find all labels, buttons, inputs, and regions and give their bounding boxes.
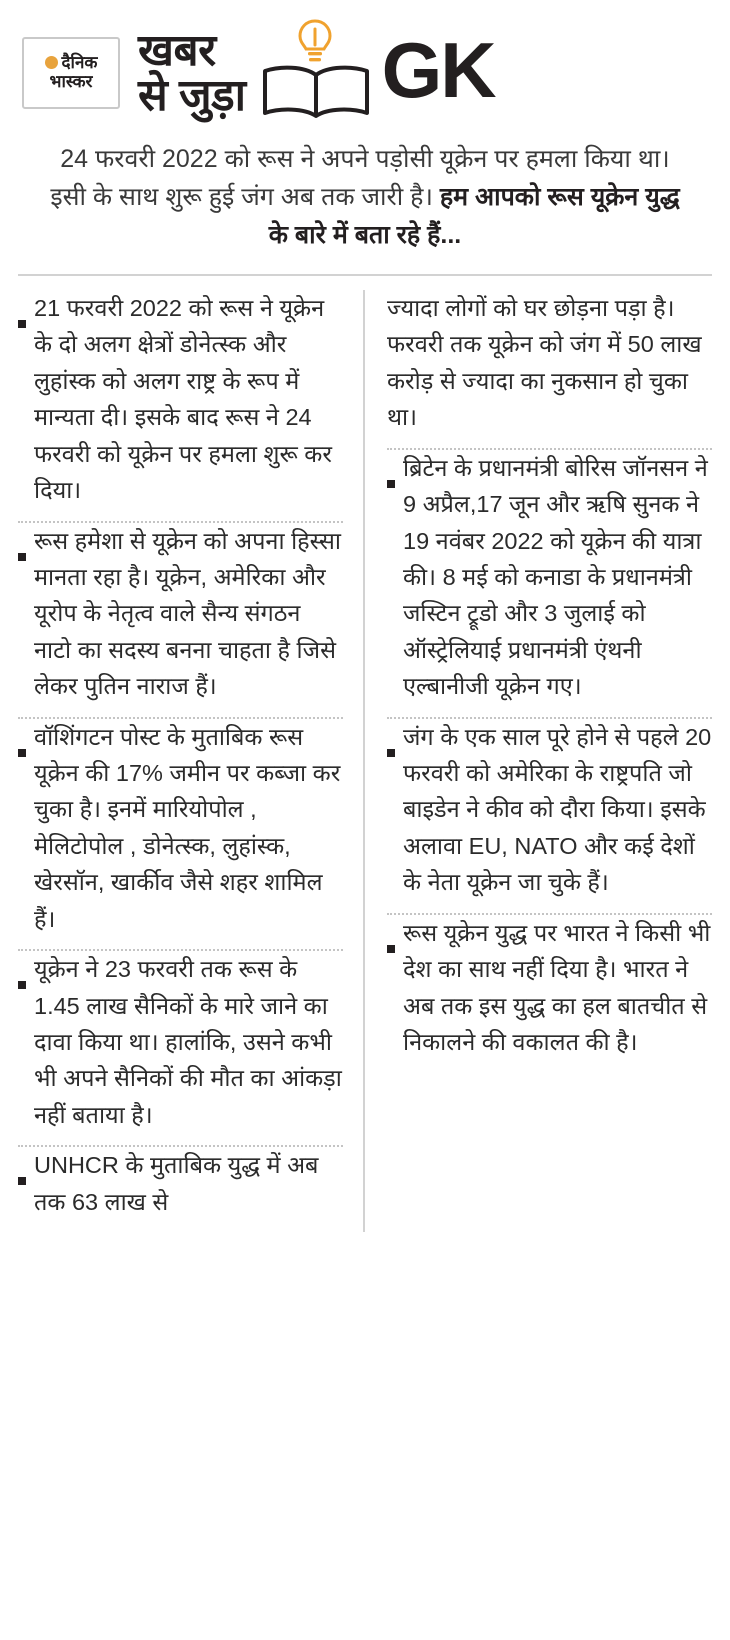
intro-text (18, 132, 712, 254)
logo-line1-row (45, 54, 98, 71)
header (18, 14, 712, 132)
list-item-text: जंग के एक साल पूरे होने से पहले 20 फरवरी को अमेरिका के राष्ट्रपति जो बाइडेन ने कीव को दौरा किया। इसके अलावा EU, NATO और कई देशों के नेता यूक्रेन जा चुके हैं। (403, 723, 712, 896)
intro-part1: 24 फरवरी 2022 को रूस ने अपने पड़ोसी यूक्रेन पर हमला किया था। इसी के साथ शुरू हुई जंग अब तक जारी है। (50, 145, 670, 211)
list-item-text: वॉशिंगटन पोस्ट के मुताबिक रूस यूक्रेन की 17% जमीन पर कब्जा कर चुका है। इनमें मारियोपोल , मेलिटोपोल , डोनेत्स्क, लुहांस्क, खेरसॉन, खार्कीव जैसे शहर शामिल हैं। (34, 723, 341, 932)
list-item (18, 1147, 343, 1232)
logo-dot-icon (45, 56, 58, 69)
list-item-text: रूस यूक्रेन युद्ध पर भारत ने किसी भी देश का साथ नहीं दिया है। भारत ने अब तक इस युद्ध का हल बातचीत से निकालने की वकालत की है। (403, 919, 711, 1056)
bullet-icon (18, 951, 34, 1133)
list-item (387, 915, 712, 1073)
list-item (18, 523, 343, 717)
bullet-icon (18, 290, 34, 509)
list-item-text: 21 फरवरी 2022 को रूस ने यूक्रेन के दो अलग क्षेत्रों डोनेत्स्क और लुहांस्क को अलग राष्ट्र के रूप में मान्यता दी। इसके बाद रूस ने 24 फरवरी को यूक्रेन पर हमला शुरू कर दिया। (34, 295, 332, 504)
brand-logo (22, 37, 120, 109)
bullet-icon (387, 915, 403, 1061)
list-item-text: रूस हमेशा से यूक्रेन को अपना हिस्सा मानता रहा है। यूक्रेन, अमेरिका और यूरोप के नेतृत्व वाले सैन्य संगठन नाटो का सदस्य बनना चाहता है जिसे लेकर पुतिन नाराज हैं। (34, 527, 342, 700)
continuation-text: ज्यादा लोगों को घर छोड़ना पड़ा है। फरवरी तक यूक्रेन को जंग में 50 लाख करोड़ से ज्यादा का नुकसान हो चुका था। (387, 295, 702, 431)
left-column (18, 290, 365, 1232)
headline-line1: खबर (138, 25, 216, 75)
open-book-icon (260, 63, 372, 121)
bulb-book-graphic (256, 17, 374, 129)
bullet-icon (18, 1147, 34, 1220)
gk-label: GK (381, 26, 495, 114)
logo-line1: दैनिक (61, 53, 98, 73)
headline-khabar (138, 25, 246, 120)
content-columns (18, 290, 712, 1232)
list-item (18, 290, 343, 521)
right-column (365, 290, 712, 1232)
list-item (387, 719, 712, 913)
headline-line2: से जुड़ा (138, 71, 246, 120)
bullet-icon (387, 719, 403, 901)
logo-line2: भास्कर (49, 72, 93, 92)
list-item (18, 951, 343, 1145)
header-divider (18, 274, 712, 276)
lightbulb-icon (296, 19, 334, 65)
intro-part2: हम आपको रूस यूक्रेन युद्ध के बारे में बता रहे हैं... (268, 183, 680, 249)
bullet-icon (18, 523, 34, 705)
list-item (18, 719, 343, 950)
list-item (387, 450, 712, 717)
list-item-text: यूक्रेन ने 23 फरवरी तक रूस के 1.45 लाख सैनिकों के मारे जाने का दावा किया था। हालांकि, उसने कभी भी अपने सैनिकों की मौत का आंकड़ा नहीं बताया है। (34, 956, 342, 1128)
bullet-icon (387, 450, 403, 705)
list-item-text: UNHCR के मुताबिक युद्ध में अब तक 63 लाख से (34, 1152, 319, 1215)
list-item-text: ब्रिटेन के प्रधानमंत्री बोरिस जॉनसन ने 9 अप्रैल,17 जून और ऋषि सुनक ने 19 नवंबर 2022 को यूक्रेन की यात्रा की। 8 मई को कनाडा के प्रधानमंत्री जस्टिन ट्रूडो और 3 जुलाई को ऑस्ट्रेलियाई प्रधानमंत्री एंथनी एल्बानीजी यूक्रेन गए। (403, 454, 708, 700)
bullet-icon (18, 719, 34, 938)
